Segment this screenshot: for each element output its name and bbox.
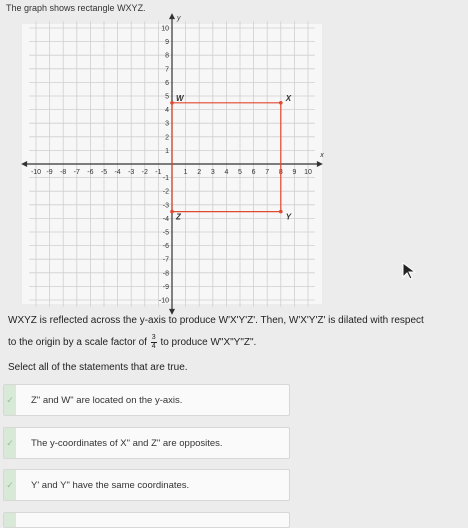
question-line-1: WXYZ is reflected across the y-axis to produce W'X'Y'Z'. Then, W'X'Y'Z' is dilated with respect	[8, 315, 424, 326]
y-tick-label: 2	[165, 134, 169, 142]
y-tick-label: -5	[162, 229, 169, 237]
choice-1[interactable]	[3, 384, 290, 416]
question-text	[8, 310, 460, 354]
x-tick-label: 7	[265, 169, 270, 176]
x-axis-label: x	[320, 152, 324, 159]
x-tick-label: 10	[304, 169, 312, 176]
x-tick-label: 5	[238, 169, 242, 176]
coordinate-graph	[22, 14, 324, 305]
x-tick-label: 8	[278, 169, 283, 176]
scale-factor-fraction	[151, 334, 157, 351]
vertex-label: Z	[176, 212, 181, 222]
y-tick-label: 3	[165, 120, 169, 128]
x-tick-label: -9	[46, 169, 53, 176]
choice-4-partial[interactable]	[3, 512, 290, 528]
y-tick-label: -6	[162, 243, 169, 251]
y-tick-label: 1	[165, 147, 169, 155]
y-tick-label: 8	[165, 52, 169, 60]
vertex-label: W	[176, 93, 184, 103]
y-tick-label: 9	[165, 39, 169, 47]
choice-3[interactable]	[3, 469, 290, 501]
vertex-label: X	[285, 93, 292, 103]
y-tick-label: -9	[162, 283, 169, 291]
vertex-point	[279, 210, 283, 214]
choice-label: Y' and Y" have the same coordinates.	[31, 479, 190, 491]
y-tick-label: 4	[165, 107, 169, 115]
y-tick-label: -8	[162, 270, 169, 278]
x-tick-label: 2	[197, 169, 202, 176]
x-tick-label: -2	[141, 169, 148, 176]
checkbox-icon[interactable]: ✓	[4, 428, 16, 458]
question-line-2-after: to produce W"X"Y"Z".	[160, 337, 257, 348]
checkbox-icon[interactable]	[4, 513, 16, 527]
x-tick-label: 1	[183, 169, 188, 176]
y-axis-arrow-up-icon	[169, 13, 175, 19]
vertex-point	[279, 101, 283, 105]
choice-label: Z" and W" are located on the y-axis.	[31, 394, 183, 406]
choice-label: The y-coordinates of X" and Z" are opposites.	[31, 437, 223, 449]
y-tick-label: 7	[165, 66, 169, 74]
x-tick-label: 3	[210, 169, 215, 176]
question-line-2	[8, 332, 460, 354]
fraction-numerator: 3	[151, 333, 156, 341]
x-tick-label: -5	[100, 169, 108, 176]
y-tick-label: 5	[165, 93, 169, 101]
x-tick-label: 6	[251, 169, 256, 176]
y-tick-label: 6	[165, 79, 169, 87]
vertex-label: Y	[285, 212, 292, 222]
instruction-text: Select all of the statements that are true.	[8, 362, 188, 373]
checkbox-icon[interactable]: ✓	[4, 385, 16, 415]
choice-2[interactable]	[3, 427, 290, 459]
y-tick-label: 10	[161, 25, 169, 33]
y-tick-label: -1	[162, 175, 169, 183]
x-tick-label: -6	[87, 169, 94, 176]
question-prompt: The graph shows rectangle WXYZ.	[6, 3, 146, 13]
x-tick-label: -3	[128, 169, 135, 176]
vertex-point	[170, 210, 174, 214]
x-tick-label: 9	[292, 169, 297, 176]
x-tick-label: -10	[30, 169, 42, 176]
fraction-denominator: 4	[151, 342, 156, 350]
y-tick-label: -2	[162, 188, 169, 196]
x-tick-label: 4	[224, 169, 229, 176]
checkbox-icon[interactable]: ✓	[4, 470, 16, 500]
x-tick-label: -1	[155, 169, 162, 176]
y-tick-label: -10	[158, 297, 169, 305]
x-tick-label: -8	[60, 169, 67, 176]
y-tick-label: -7	[162, 256, 169, 264]
x-tick-label: -4	[114, 169, 121, 176]
x-tick-label: -7	[73, 169, 80, 176]
y-axis-label: y	[177, 14, 181, 22]
y-tick-label: -3	[162, 202, 169, 210]
question-line-2-before: to the origin by a scale factor of	[8, 337, 147, 348]
y-tick-label: -4	[162, 215, 169, 223]
mouse-cursor-icon	[402, 262, 416, 280]
vertex-point	[170, 101, 174, 105]
